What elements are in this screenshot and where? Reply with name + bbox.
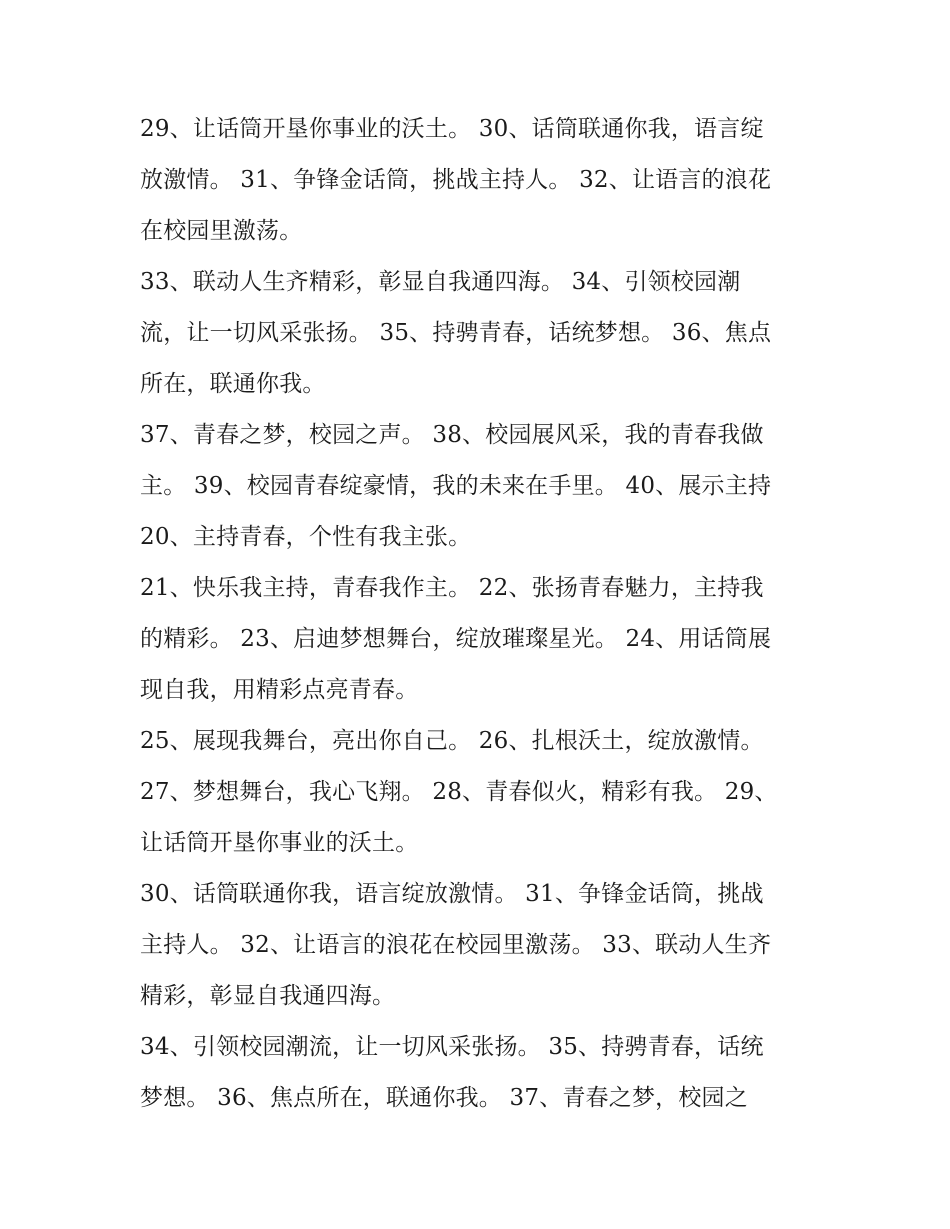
text-line: 27、梦想舞台，我心飞翔。 28、青春似火，精彩有我。 29、 <box>140 779 778 805</box>
text-line: 20、主持青春，个性有我主张。 <box>140 524 472 550</box>
paragraph-2 <box>140 257 820 410</box>
text-line: 37、青春之梦，校园之声。 38、校园展风采，我的青春我做 <box>140 422 764 448</box>
text-line: 主。 39、校园青春绽豪情，我的未来在手里。 40、展示主持 <box>140 473 772 499</box>
text-line: 放激情。 31、争锋金话筒，挑战主持人。 32、让语言的浪花 <box>140 167 772 193</box>
paragraph-6 <box>140 767 820 869</box>
paragraph-8 <box>140 1022 820 1124</box>
text-line: 所在，联通你我。 <box>140 371 326 397</box>
paragraph-4 <box>140 563 820 716</box>
text-line: 在校园里激荡。 <box>140 218 303 244</box>
text-line: 30、话筒联通你我，语言绽放激情。 31、争锋金话筒，挑战 <box>140 881 764 907</box>
text-line: 的精彩。 23、启迪梦想舞台，绽放璀璨星光。 24、用话筒展 <box>140 626 772 652</box>
text-line: 让话筒开垦你事业的沃土。 <box>140 830 419 856</box>
text-line: 34、引领校园潮流，让一切风采张扬。 35、持骋青春，话统 <box>140 1034 764 1060</box>
text-line: 33、联动人生齐精彩，彰显自我通四海。 34、引领校园潮 <box>140 269 741 295</box>
paragraph-5 <box>140 716 820 767</box>
text-line: 29、让话筒开垦你事业的沃土。 30、话筒联通你我，语言绽 <box>140 116 764 142</box>
paragraph-3 <box>140 410 820 563</box>
text-line: 主持人。 32、让语言的浪花在校园里激荡。 33、联动人生齐 <box>140 932 772 958</box>
text-line: 21、快乐我主持，青春我作主。 22、张扬青春魅力，主持我 <box>140 575 764 601</box>
document-body <box>140 104 820 1124</box>
paragraph-1 <box>140 104 820 257</box>
text-line: 流，让一切风采张扬。 35、持骋青春，话统梦想。 36、焦点 <box>140 320 772 346</box>
text-line: 25、展现我舞台，亮出你自己。 26、扎根沃土，绽放激情。 <box>140 728 764 754</box>
paragraph-7 <box>140 869 820 1022</box>
text-line: 梦想。 36、焦点所在，联通你我。 37、青春之梦，校园之 <box>140 1085 748 1111</box>
text-line: 精彩，彰显自我通四海。 <box>140 983 396 1009</box>
text-line: 现自我，用精彩点亮青春。 <box>140 677 419 703</box>
